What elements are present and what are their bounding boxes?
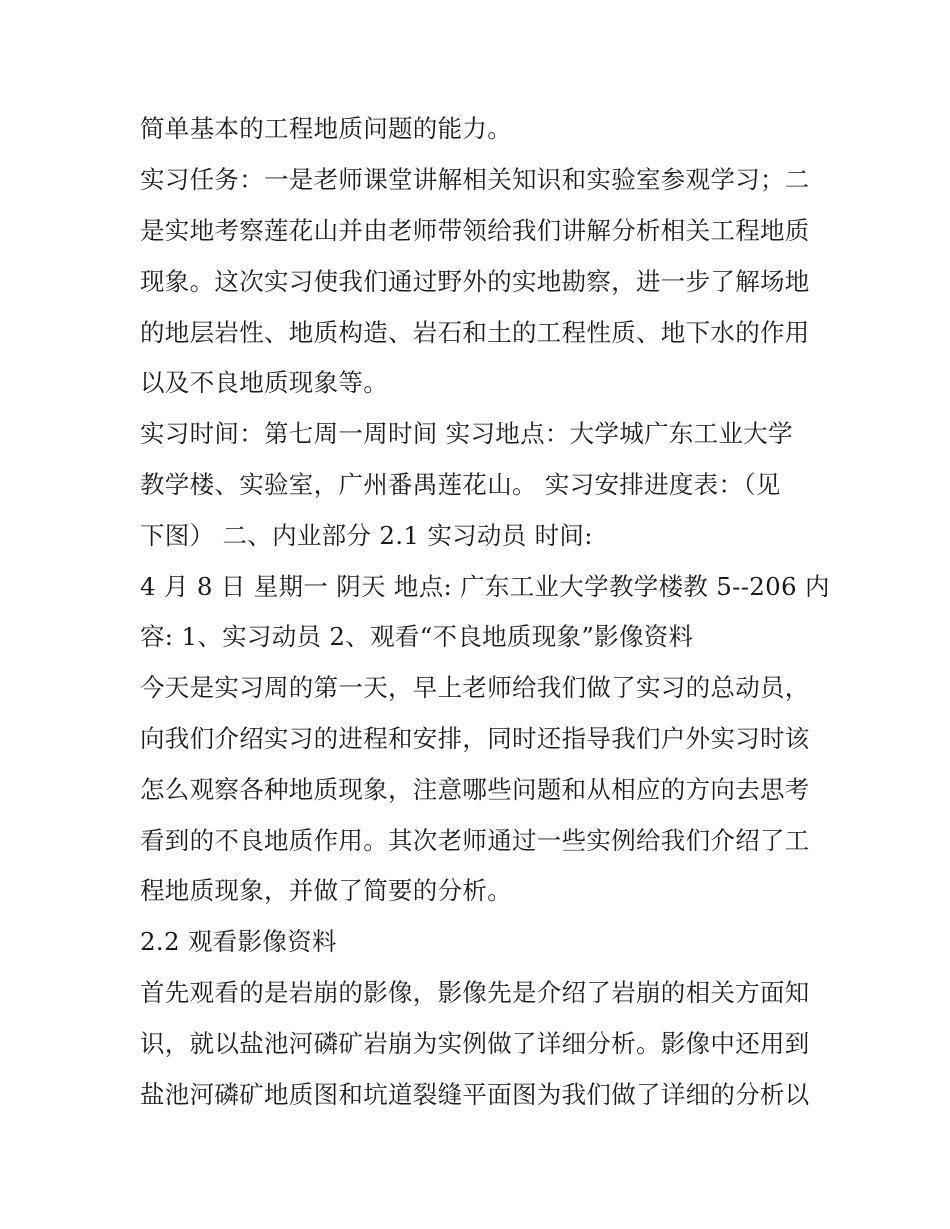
text-line: 容: 1、实习动员 2、观看“不良地质现象”影像资料 xyxy=(140,622,694,651)
text-line: 是实地考察莲花山并由老师带领给我们讲解分析相关工程地质 xyxy=(140,216,810,245)
text-line: 向我们介绍实习的进程和安排，同时还指导我们户外实习时该 xyxy=(140,724,810,753)
text-line: 盐池河磷矿地质图和坑道裂缝平面图为我们做了详细的分析以 xyxy=(140,1080,810,1109)
text-line: 看到的不良地质作用。其次老师通过一些实例给我们介绍了工 xyxy=(140,826,810,855)
text-line: 程地质现象，并做了简要的分析。 xyxy=(140,876,512,905)
text-line: 下图） 二、内业部分 2.1 实习动员 时间: xyxy=(140,521,593,550)
text-line: 今天是实习周的第一天，早上老师给我们做了实习的总动员， xyxy=(140,673,810,702)
text-line: 实习时间：第七周一周时间 实习地点：大学城广东工业大学 xyxy=(140,419,793,448)
text-line: 教学楼、实验室，广州番禺莲花山。 实习安排进度表：（见 xyxy=(140,470,781,499)
text-line: 简单基本的工程地质问题的能力。 xyxy=(140,114,512,143)
section-heading: 2.2 观看影像资料 xyxy=(140,927,337,956)
text-line: 实习任务：一是老师课堂讲解相关知识和实验室参观学习；二 xyxy=(140,165,810,194)
text-line: 现象。这次实习使我们通过野外的实地勘察，进一步了解场地 xyxy=(140,267,810,296)
text-line: 以及不良地质现象等。 xyxy=(140,368,388,397)
text-line: 怎么观察各种地质现象，注意哪些问题和从相应的方向去思考 xyxy=(140,775,810,804)
text-line: 的地层岩性、地质构造、岩石和土的工程性质、地下水的作用 xyxy=(140,318,810,347)
text-line: 首先观看的是岩崩的影像，影像先是介绍了岩崩的相关方面知 xyxy=(140,978,810,1007)
text-line: 识，就以盐池河磷矿岩崩为实例做了详细分析。影像中还用到 xyxy=(140,1029,810,1058)
text-line: 4 月 8 日 星期一 阴天 地点: 广东工业大学教学楼教 5--206 内 xyxy=(140,572,830,601)
